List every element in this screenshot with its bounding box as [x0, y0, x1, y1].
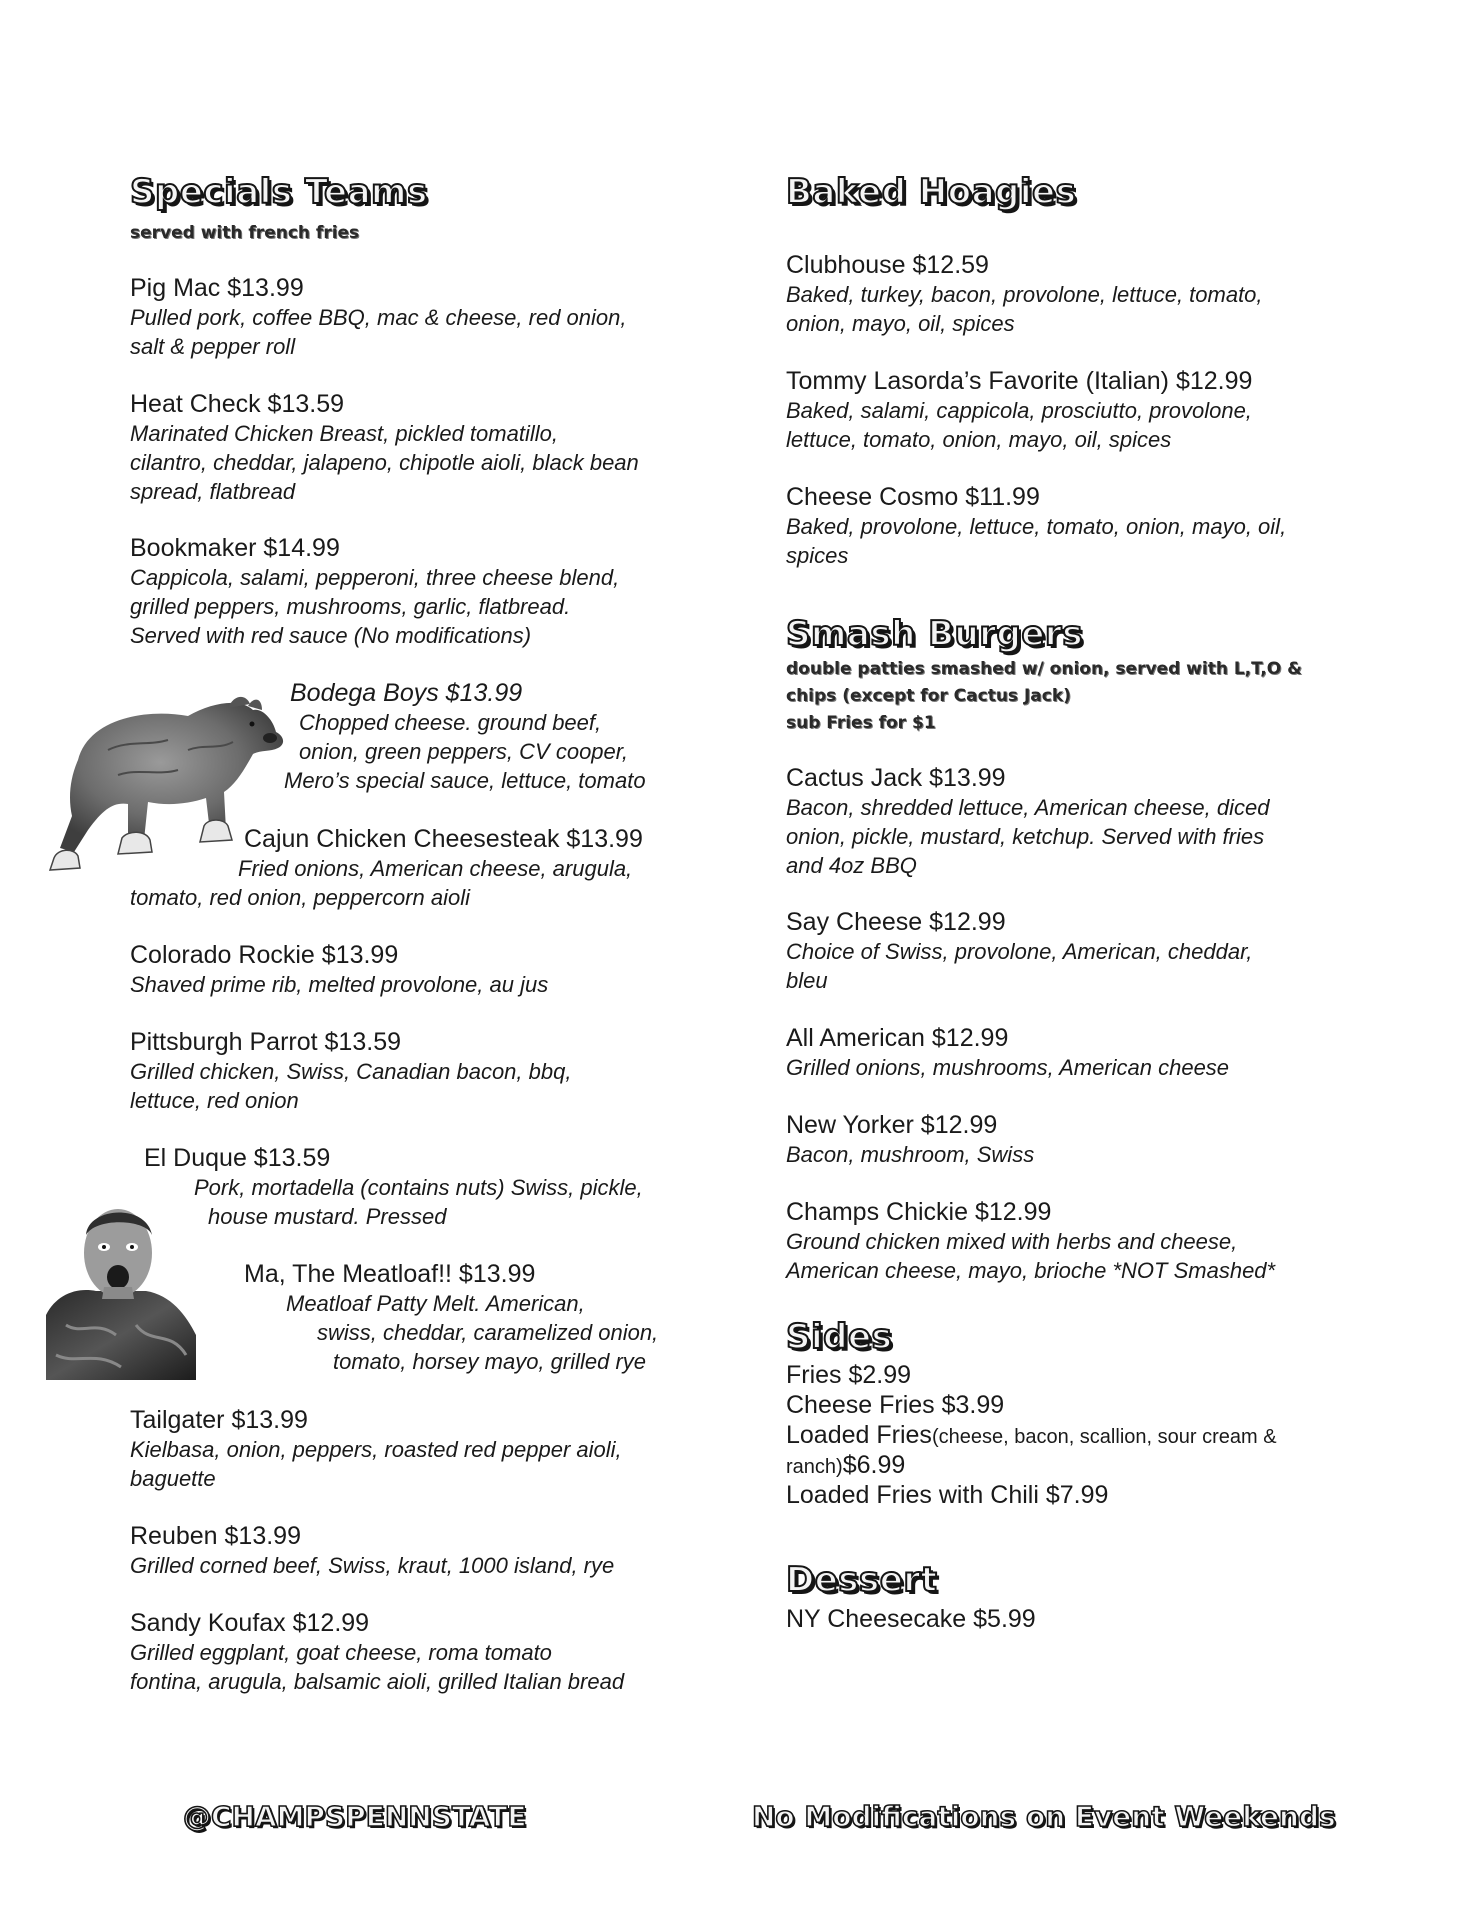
item-name: Heat Check $13.59 [130, 390, 345, 418]
item-name: Colorado Rockie $13.99 [130, 941, 399, 969]
menu-item-ma-the-meatloaf [244, 1259, 658, 1376]
item-description: Kielbasa, onion, peppers, roasted red pepper aioli, baguette [130, 1437, 622, 1491]
item-description: Baked, turkey, bacon, provolone, lettuce, tomato, onion, mayo, oil, spices [786, 282, 1263, 336]
item-description: Baked, salami, cappicola, prosciutto, provolone, lettuce, tomato, onion, mayo, oil, spices [786, 398, 1252, 452]
menu-item-reuben [130, 1521, 614, 1580]
item-description: Grilled eggplant, goat cheese, roma tomato fontina, arugula, balsamic aioli, grilled Italian bread [130, 1640, 625, 1694]
specials-title: Specials Teams [130, 172, 428, 212]
side-loaded-fries: Loaded Fries(cheese, bacon, scallion, sour cream & [786, 1421, 1277, 1449]
specials-subtitle: served with french fries [130, 223, 360, 243]
menu-item-heat-check [130, 389, 639, 506]
menu-item-bodega-boys [284, 678, 646, 795]
item-name: All American $12.99 [786, 1024, 1009, 1052]
item-description: Pulled pork, coffee BBQ, mac & cheese, red onion, salt & pepper roll [130, 305, 627, 359]
footer-social-handle: @CHAMPSPENNSTATE [183, 1800, 527, 1833]
menu-item-tailgater [130, 1405, 622, 1493]
item-name: Pittsburgh Parrot $13.59 [130, 1028, 401, 1056]
item-name: El Duque $13.59 [144, 1144, 331, 1172]
item-name: Pig Mac $13.99 [130, 274, 304, 302]
menu-item-pig-mac [130, 273, 627, 361]
footer-notice: No Modifications on Event Weekends [752, 1800, 1336, 1833]
item-name: Cajun Chicken Cheesesteak $13.99 [244, 825, 643, 853]
item-description: Grilled corned beef, Swiss, kraut, 1000 island, rye [130, 1553, 615, 1578]
item-description: Marinated Chicken Breast, pickled tomatillo, cilantro, cheddar, jalapeno, chipotle aioli, black bean spread, flatbread [130, 421, 639, 504]
item-name: Reuben $13.99 [130, 1522, 301, 1550]
menu-item-el-duque [144, 1143, 643, 1231]
menu-item-tommy-lasordas-favorite [786, 366, 1252, 454]
menu-item-bookmaker [130, 533, 619, 650]
item-name: Bookmaker $14.99 [130, 534, 340, 562]
item-name: Champs Chickie $12.99 [786, 1198, 1052, 1226]
menu-item-cactus-jack [786, 763, 1269, 880]
screaming-man-image [46, 1195, 196, 1380]
item-description: Grilled chicken, Swiss, Canadian bacon, bbq, lettuce, red onion [130, 1059, 572, 1113]
item-description: Choice of Swiss, provolone, American, cheddar, bleu [786, 939, 1253, 993]
menu-item-cheese-cosmo [786, 482, 1286, 570]
item-description: Pork, mortadella (contains nuts) Swiss, pickle, house mustard. Pressed [194, 1175, 643, 1229]
menu-item-pittsburgh-parrot [130, 1027, 571, 1115]
menu-item-all-american [786, 1023, 1229, 1082]
item-name: New Yorker $12.99 [786, 1111, 998, 1139]
burgers-subtitle: double patties smashed w/ onion, served with L,T,O & chips (except for Cactus Jack) sub Fries for $1 [786, 659, 1302, 733]
burgers-title: Smash Burgers [786, 614, 1083, 654]
menu-item-new-yorker [786, 1110, 1034, 1169]
hoagies-title: Baked Hoagies [786, 172, 1077, 212]
item-description: Bacon, shredded lettuce, American cheese, diced onion, pickle, mustard, ketchup. Served with fries and 4oz BBQ [786, 795, 1270, 878]
item-name: Bodega Boys $13.99 [290, 679, 523, 707]
item-description: Bacon, mushroom, Swiss [786, 1142, 1035, 1167]
item-description: Chopped cheese. ground beef, onion, green peppers, CV cooper, Mero’s special sauce, lettuce, tomato [284, 710, 646, 793]
item-name: Tommy Lasorda’s Favorite (Italian) $12.99 [786, 367, 1253, 395]
bear-in-sneakers-image [48, 680, 288, 876]
menu-item-sandy-koufax [130, 1608, 624, 1696]
item-name: Tailgater $13.99 [130, 1406, 308, 1434]
side-cheese-fries: Cheese Fries $3.99 [786, 1391, 1005, 1419]
item-description: Baked, provolone, lettuce, tomato, onion, mayo, oil, spices [786, 514, 1287, 568]
item-name: Ma, The Meatloaf!! $13.99 [244, 1260, 536, 1288]
sides-title: Sides [786, 1317, 893, 1357]
menu-item-colorado-rockie [130, 940, 548, 999]
dessert-title: Dessert [786, 1560, 938, 1600]
menu-item-clubhouse [786, 250, 1263, 338]
item-description: Cappicola, salami, pepperoni, three cheese blend, grilled peppers, mushrooms, garlic, flatbread. Served with red sauce (No modifications) [130, 565, 620, 648]
item-name: Cactus Jack $13.99 [786, 764, 1006, 792]
item-name: Cheese Cosmo $11.99 [786, 483, 1040, 511]
dessert-cheesecake: NY Cheesecake $5.99 [786, 1605, 1036, 1633]
item-description: Fried onions, American cheese, arugula, tomato, red onion, peppercorn aioli [130, 856, 633, 910]
side-loaded-fries-price: ranch)$6.99 [786, 1451, 906, 1479]
menu-item-champs-chickie [786, 1197, 1275, 1285]
side-loaded-fries-chili: Loaded Fries with Chili $7.99 [786, 1481, 1109, 1509]
item-description: Shaved prime rib, melted provolone, au jus [130, 972, 549, 997]
item-description: Meatloaf Patty Melt. American, swiss, cheddar, caramelized onion, tomato, horsey mayo, grilled rye [286, 1291, 659, 1374]
item-name: Sandy Koufax $12.99 [130, 1609, 370, 1637]
side-fries: Fries $2.99 [786, 1361, 912, 1389]
item-name: Say Cheese $12.99 [786, 908, 1006, 936]
item-name: Clubhouse $12.59 [786, 251, 989, 279]
menu-item-say-cheese [786, 907, 1252, 995]
item-description: Ground chicken mixed with herbs and cheese, American cheese, mayo, brioche *NOT Smashed* [786, 1229, 1276, 1283]
item-description: Grilled onions, mushrooms, American cheese [786, 1055, 1230, 1080]
